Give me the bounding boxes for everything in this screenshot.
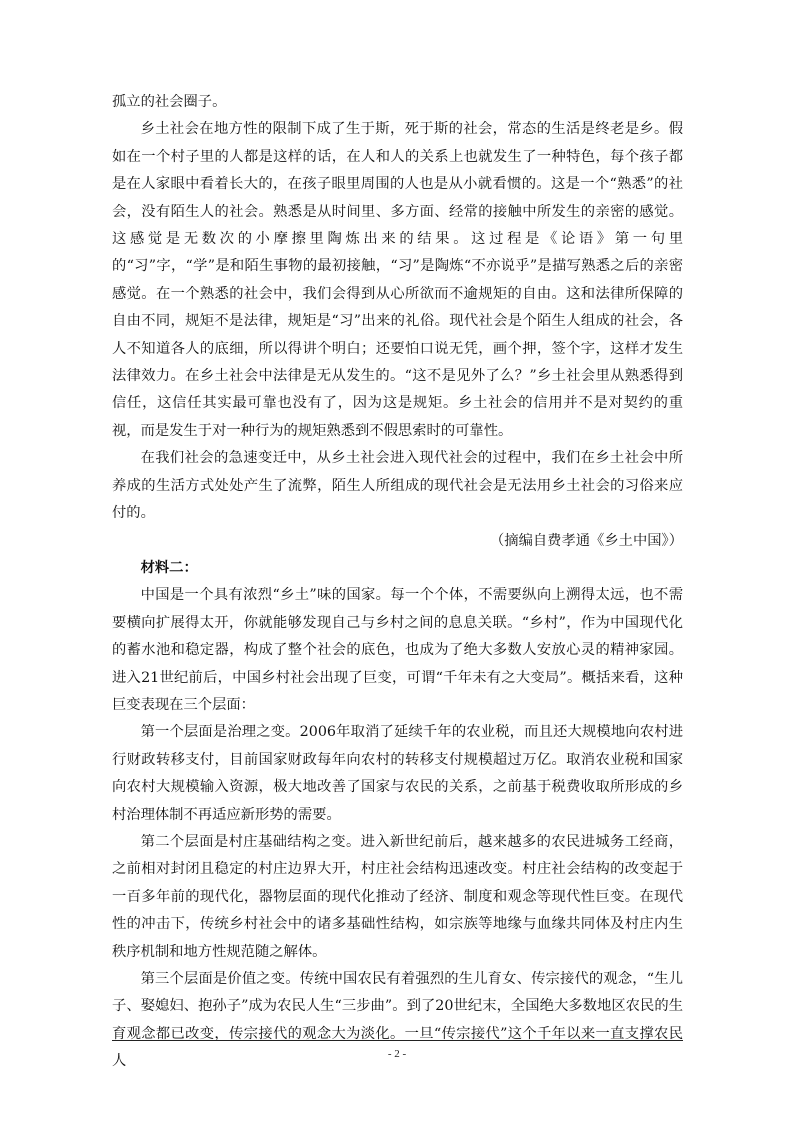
document-body [112, 89, 683, 1076]
paragraph-continuation: 孤立的社会圈子。 [112, 94, 227, 110]
source-citation: （摘编自费孝通《乡土中国》） [489, 532, 683, 549]
paragraph-governance-change: 第一个层面是治理之变。2006年取消了延续千年的农业税，而且还大规模地向农村进行财政转移支付，目前国家财政每年向农村的转移支付规模超过万亿。取消农业税和国家向农村大规模输入资源，极大地改善了国家与农民的关系，之前基于税费收取所形成的乡村治理体制不再适应新形势的需要。 [112, 724, 683, 823]
page-number: - 2 - [387, 1048, 407, 1060]
paragraph-familiar-society: 乡土社会在地方性的限制下成了生于斯，死于斯的社会，常态的生活是终老是乡。假如在一个村子里的人都是这样的话，在人和人的关系上也就发生了一种特色，每个孩子都是在人家眼中看着长大的，在孩子眼里周围的人也是从小就看惯的。这是一个“熟悉”的社会，没有陌生人的社会。熟悉是从时间里、多方面、经常的接触中所发生的亲密的感觉。这感觉是无数次的小摩擦里陶炼出来的结果。这过程是《论语》第一句里的“习”字，“学”是和陌生事物的最初接触，“习”是陶炼“不亦说乎”是描写熟悉之后的亲密感觉。在一个熟悉的社会中，我们会得到从心所欲而不逾规矩的自由。这和法律所保障的自由不同，规矩不是法律，规矩是“习”出来的礼俗。现代社会是个陌生人组成的社会，各人不知道各人的底细，所以得讲个明白；还要怕口说无凭，画个押，签个字，这样才发生法律效力。在乡土社会中法律是无从发生的。“这不是见外了么？”乡土社会里从熟悉得到信任，这信任其实最可靠也没有了，因为这是规矩。乡土社会的信用并不是对契约的重视，而是发生于对一种行为的规矩熟悉到不假思索时的可靠性。 [112, 121, 683, 439]
paragraph-rural-china: 中国是一个具有浓烈“乡土”味的国家。每一个个体，不需要纵向上溯得太远，也不需要横向扩展得太开，你就能够发现自己与乡村之间的息息关联。“乡村”，作为中国现代化的蓄水池和稳定器，构成了整个社会的底色，也成为了绝大多数人安放心灵的精神家园。进入21世纪前后，中国乡村社会出现了巨变，可谓“千年未有之大变局”。概括来看，这种巨变表现在三个层面： [112, 587, 683, 713]
paragraph-structure-change: 第二个层面是村庄基础结构之变。进入新世纪前后，越来越多的农民进城务工经商，之前相对封闭且稳定的村庄边界大开，村庄社会结构迅速改变。村庄社会结构的改变起于一百多年前的现代化，器物层面的现代化推动了经济、制度和观念等现代性巨变。在现代性的冲击下，传统乡村社会中的诸多基础性结构，如宗族等地缘与血缘共同体及村庄内生秩序机制和地方性规范随之解体。 [112, 833, 683, 960]
paragraph-social-change: 在我们社会的急速变迁中，从乡土社会进入现代社会的过程中，我们在乡土社会中所养成的生活方式处处产生了流弊，陌生人所组成的现代社会是无法用乡土社会的习俗来应付的。 [112, 450, 683, 522]
paragraph-value-change: 第三个层面是价值之变。传统中国农民有着强烈的生儿育女、传宗接代的观念，“生儿子、娶媳妇、抱孙子”成为农民人生“三步曲”。到了20世纪末，全国绝大多数地区农民的生育观念都已改变，传宗接代的观念大为淡化。一旦“传宗接代”这个千年以来一直支撑农民人 [112, 971, 683, 1070]
section-heading-material-two: 材料二： [140, 559, 198, 576]
footer-divider [112, 1040, 683, 1041]
